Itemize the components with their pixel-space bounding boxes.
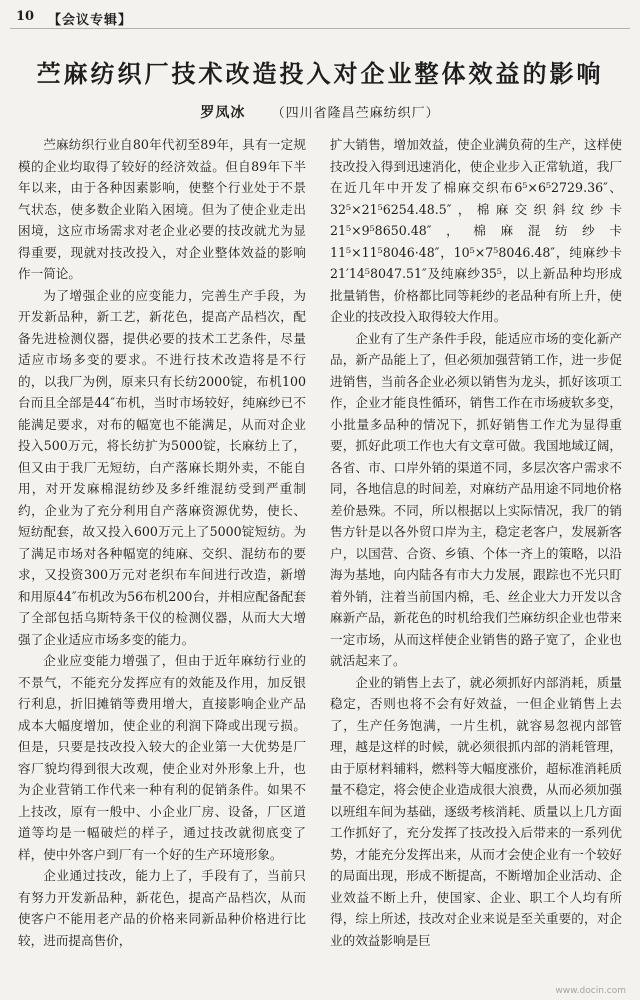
left-column xyxy=(18,134,306,994)
section-label: 【会议专辑】 xyxy=(48,13,133,28)
byline xyxy=(0,104,640,122)
paragraph-continued: 扩大销售，增加效益，使企业满负荷的生产，这样使技改投入得到迅速消化，使企业步入正常轨道，我厂在近几年中开发了棉麻交织布6⁵×6⁵2729.36″、32⁵×21⁵6254.48.5″，棉麻交织斜纹纱卡21⁵×9⁵8650.48″，棉麻混纺纱卡11⁵×11⁵8046·48″，10⁵×7⁵8046.48″，纯麻纱卡21′14⁵8047.51″及纯麻纱35⁵，以上新品种均形成批量销售，价格都比同等耗纱的老品种有所上升，使企业的技改投入取得较大作用。 xyxy=(330,137,622,324)
article-title: 苎麻纺织厂技术改造投入对企业整体效益的影响 xyxy=(36,59,604,88)
paragraph: 企业通过技改，能力上了，手段有了，当前只有努力开发新品种，新花色，提高产品档次，从而使客户不能用老产品的价格来同新品种价格进行比较，进而提高售价， xyxy=(18,868,306,948)
page-number: 10 xyxy=(16,9,35,24)
paragraph: 为了增强企业的应变能力，完善生产手段，为开发新品种，新工艺，新花色，提高产品档次，配备先进检测仪器，提供必要的技术工艺条件，尽量适应市场多变的要求。不进行技术改造将是不行的，以我厂为例，原来只有长纺2000锭，布机100台而且全部是44″布机，当时市场较好，纯麻纱已不能满足要求，对布的幅宽也不能满足，从而对企业投入500万元，将长纺扩为5000锭，长麻纺上了，但又由于我厂无短纺，白产落麻长期外卖，不能自用，对开发麻棉混纺纱及多纤维混纺受到严重制约，企业为了充分利用自产落麻资源优势，使长、短纺配套，故又投入600万元上了5000锭短纺。为了满足市场对各种幅宽的纯麻、交织、混纺布的要求，又投资300万元对老织布车间进行改造，新增和用原44″布机改为56布机200台，并相应配备配套了全部包括乌斯特条干仪的检测仪器，从而大大增强了企业适应市场多变的能力。 xyxy=(18,287,306,647)
paragraph: 企业的销售上去了，就必须抓好内部消耗，质量稳定，否则也将不会有好效益，一但企业销售上去了，生产任务饱满，一片生机，就容易忽视内部管理，越是这样的时候，就必须很抓内部的消耗管理，由于原材料辅料，燃料等大幅度涨价，超标准消耗质量不稳定，将会使企业造成很大浪费，从而必须加强以班组车间为基础，逐级考核消耗、质量以上几方面工作抓好了，充分发挥了技改投入后带来的一系列优势，才能充分发挥出来，从而才会使企业有一个较好的局面出现，形成不断提高，不断增加企业活动、企业效益不断上升，使国家、企业、职工个人均有所得，综上所述，技改对企业来说是至关重要的，对企业的效益影响是巨 xyxy=(330,674,622,948)
paragraph: 企业应变能力增强了，但由于近年麻纺行业的不景气，不能充分发挥应有的效能及作用，加反银行利息，折旧摊销等费用增大，直接影响企业产品成本大幅度增加，使企业的利润下降或出现亏损。但是，只要是技改投入较大的企业第一大优势是厂容厂貌均得到很大改观，使企业对外形象上升，也为企业营销工作代来一种有利的促销条件。如果不上技改，原有一般中、小企业厂房、设备，厂区道道等均是一幅破烂的样子，通过技改就彻底变了样，使中外客户到厂有一个好的生产环境形象。 xyxy=(18,653,306,862)
author-name: 罗凤冰 xyxy=(200,105,246,121)
author-affiliation: （四川省隆昌苎麻纺织厂） xyxy=(271,106,440,121)
running-header xyxy=(10,6,630,29)
right-column xyxy=(330,134,622,994)
watermark: www.docin.com xyxy=(555,986,626,996)
paragraph: 苎麻纺织行业自80年代初至89年，具有一定规模的企业均取得了较好的经济效益。但自89年下半年以来，由于各种因素影响，使整个行业处于不景气状态，使多数企业陷入困境。但为了使企业走出困境，这应市场需求对老企业必要的技改就尤为显得重要，现就对技改投入，对企业整体效益的影响作一简论。 xyxy=(18,137,306,281)
paragraph: 企业有了生产条件手段，能适应市场的变化新产品，新产品能上了，但必须加强营销工作，进一步促进销售，当前各企业必须以销售为龙头，抓好该项工作，企业才能良性循环，销售工作在市场疲软多变，小批量多品种的情况下，抓好销售工作尤为显得重要，抓好此项工作也大有文章可做。我国地域辽阔，各省、市、口岸外销的渠道不同，多层次客户需求不同，各地信息的时间差，对麻纺产品用途不同地价格差价悬殊。不同，所以根据以上实际情况，我厂的销售方针是以各外贸口岸为主，稳定老客户，发展新客户，以国营、合资、乡镇、个体一齐上的策略，以沿海为基地，向内陆各有市大力发展，跟踪也不光只盯着外销，注着当前国内棉，毛、丝企业大力开发以含麻新产品，新花色的时机给我们苎麻纺织企业也带来一定市场，从而这样使企业销售的路子宽了，企业也就活起来了。 xyxy=(330,330,622,668)
